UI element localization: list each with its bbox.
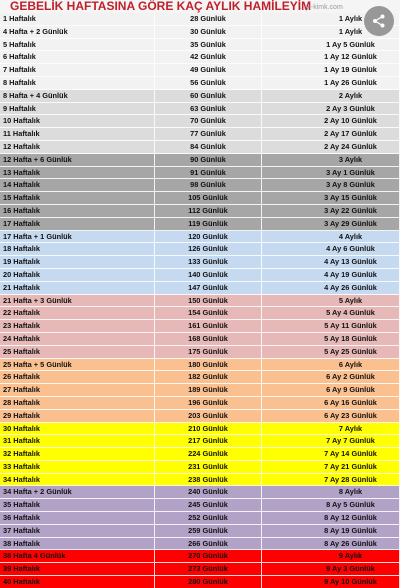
days-cell: 98 Günlük [155, 179, 262, 192]
days-cell: 30 Günlük [155, 26, 262, 39]
week-cell: 36 Haftalık [0, 512, 155, 525]
days-cell: 90 Günlük [155, 154, 262, 167]
week-cell: 29 Haftalık [0, 410, 155, 423]
months-cell: 7 Ay 28 Günlük [262, 474, 400, 487]
days-cell: 70 Günlük [155, 115, 262, 128]
months-cell: 3 Ay 29 Günlük [262, 218, 400, 231]
days-cell: 49 Günlük [155, 64, 262, 77]
table-row [0, 474, 400, 487]
months-cell: 4 Ay 19 Günlük [262, 269, 400, 282]
table-row [0, 128, 400, 141]
table-row [0, 282, 400, 295]
days-cell: 140 Günlük [155, 269, 262, 282]
months-cell: 4 Ay 26 Günlük [262, 282, 400, 295]
week-cell: 17 Haftalık [0, 218, 155, 231]
days-cell: 182 Günlük [155, 371, 262, 384]
days-cell: 133 Günlük [155, 256, 262, 269]
table-row [0, 435, 400, 448]
days-cell: 42 Günlük [155, 51, 262, 64]
months-cell: 1 Ay 26 Günlük [262, 77, 400, 90]
days-cell: 180 Günlük [155, 359, 262, 372]
week-cell: 21 Haftalık [0, 282, 155, 295]
days-cell: 126 Günlük [155, 243, 262, 256]
week-cell: 5 Haftalık [0, 39, 155, 52]
week-cell: 31 Haftalık [0, 435, 155, 448]
days-cell: 238 Günlük [155, 474, 262, 487]
months-cell: 6 Ay 9 Günlük [262, 384, 400, 397]
months-cell: 5 Aylık [262, 295, 400, 308]
months-cell: 6 Aylık [262, 359, 400, 372]
week-cell: 34 Hafta + 2 Günlük [0, 486, 155, 499]
week-cell: 34 Haftalık [0, 474, 155, 487]
week-cell: 33 Haftalık [0, 461, 155, 474]
days-cell: 120 Günlük [155, 231, 262, 244]
title-text: GEBELİK HAFTASINA GÖRE KAÇ AYLIK HAMİLEYİM [10, 0, 312, 13]
week-cell: 19 Haftalık [0, 256, 155, 269]
table-row [0, 192, 400, 205]
days-cell: 273 Günlük [155, 563, 262, 576]
week-cell: 12 Hafta + 6 Günlük [0, 154, 155, 167]
days-cell: 240 Günlük [155, 486, 262, 499]
days-cell: 84 Günlük [155, 141, 262, 154]
week-cell: 37 Haftalık [0, 525, 155, 538]
table-row [0, 179, 400, 192]
table-row [0, 410, 400, 423]
table-row [0, 576, 400, 588]
week-cell: 38 Hafta 4 Günlük [0, 550, 155, 563]
months-cell: 4 Ay 6 Günlük [262, 243, 400, 256]
week-cell: 25 Haftalık [0, 346, 155, 359]
table-row [0, 243, 400, 256]
months-cell: 5 Ay 18 Günlük [262, 333, 400, 346]
months-cell: 5 Ay 11 Günlük [262, 320, 400, 333]
page-title [0, 0, 400, 13]
table-row [0, 103, 400, 116]
table-row [0, 13, 400, 26]
week-cell: 20 Haftalık [0, 269, 155, 282]
table-row [0, 397, 400, 410]
table-row [0, 384, 400, 397]
months-cell: 3 Ay 1 Günlük [262, 167, 400, 180]
week-cell: 25 Hafta + 5 Günlük [0, 359, 155, 372]
week-cell: 23 Haftalık [0, 320, 155, 333]
table-row [0, 115, 400, 128]
table-row [0, 39, 400, 52]
table-row [0, 512, 400, 525]
week-cell: 27 Haftalık [0, 384, 155, 397]
days-cell: 154 Günlük [155, 307, 262, 320]
table-row [0, 371, 400, 384]
table-row [0, 231, 400, 244]
months-cell: 8 Ay 26 Günlük [262, 538, 400, 551]
months-cell: 7 Aylık [262, 423, 400, 436]
months-cell: 1 Aylık [262, 26, 400, 39]
months-cell: 6 Ay 23 Günlük [262, 410, 400, 423]
table-row [0, 461, 400, 474]
week-cell: 15 Haftalık [0, 192, 155, 205]
months-cell: 6 Ay 2 Günlük [262, 371, 400, 384]
months-cell: 9 Ay 10 Günlük [262, 576, 400, 588]
table-row [0, 448, 400, 461]
week-cell: 28 Haftalık [0, 397, 155, 410]
table-row [0, 141, 400, 154]
table-row [0, 346, 400, 359]
days-cell: 168 Günlük [155, 333, 262, 346]
week-cell: 1 Haftalık [0, 13, 155, 26]
table-row [0, 486, 400, 499]
months-cell: 9 Ay 3 Günlük [262, 563, 400, 576]
week-cell: 22 Haftalık [0, 307, 155, 320]
months-cell: 4 Ay 13 Günlük [262, 256, 400, 269]
week-cell: 12 Haftalık [0, 141, 155, 154]
week-cell: 18 Haftalık [0, 243, 155, 256]
days-cell: 35 Günlük [155, 39, 262, 52]
week-cell: 16 Haftalık [0, 205, 155, 218]
days-cell: 245 Günlük [155, 499, 262, 512]
months-cell: 8 Ay 19 Günlük [262, 525, 400, 538]
days-cell: 119 Günlük [155, 218, 262, 231]
table-row [0, 295, 400, 308]
week-cell: 6 Haftalık [0, 51, 155, 64]
week-cell: 8 Hafta + 4 Günlük [0, 90, 155, 103]
months-cell: 3 Ay 22 Günlük [262, 205, 400, 218]
week-cell: 13 Haftalık [0, 167, 155, 180]
days-cell: 270 Günlük [155, 550, 262, 563]
table-row [0, 359, 400, 372]
week-cell: 7 Haftalık [0, 64, 155, 77]
months-cell: 1 Ay 19 Günlük [262, 64, 400, 77]
months-cell: 2 Aylık [262, 90, 400, 103]
share-button[interactable] [364, 6, 394, 36]
days-cell: 63 Günlük [155, 103, 262, 116]
months-cell: 3 Ay 15 Günlük [262, 192, 400, 205]
months-cell: 4 Aylık [262, 231, 400, 244]
share-icon [372, 14, 386, 28]
days-cell: 231 Günlük [155, 461, 262, 474]
months-cell: 9 Aylık [262, 550, 400, 563]
days-cell: 91 Günlük [155, 167, 262, 180]
days-cell: 210 Günlük [155, 423, 262, 436]
table-row [0, 64, 400, 77]
months-cell: 8 Aylık [262, 486, 400, 499]
days-cell: 266 Günlük [155, 538, 262, 551]
days-cell: 203 Günlük [155, 410, 262, 423]
months-cell: 7 Ay 14 Günlük [262, 448, 400, 461]
days-cell: 196 Günlük [155, 397, 262, 410]
table-row [0, 51, 400, 64]
table-row [0, 333, 400, 346]
days-cell: 224 Günlük [155, 448, 262, 461]
table-row [0, 499, 400, 512]
months-cell: 6 Ay 16 Günlük [262, 397, 400, 410]
table-row [0, 154, 400, 167]
months-cell: 1 Ay 12 Günlük [262, 51, 400, 64]
table-row [0, 167, 400, 180]
week-cell: 39 Haftalık [0, 563, 155, 576]
months-cell: 7 Ay 7 Günlük [262, 435, 400, 448]
days-cell: 112 Günlük [155, 205, 262, 218]
table-row [0, 218, 400, 231]
week-cell: 17 Hafta + 1 Günlük [0, 231, 155, 244]
week-cell: 10 Haftalık [0, 115, 155, 128]
days-cell: 77 Günlük [155, 128, 262, 141]
watermark-text: ...yi-kimk.com [300, 4, 343, 11]
days-cell: 161 Günlük [155, 320, 262, 333]
table-row [0, 525, 400, 538]
week-cell: 35 Haftalık [0, 499, 155, 512]
table-row [0, 77, 400, 90]
table-row [0, 423, 400, 436]
table-row [0, 563, 400, 576]
days-cell: 217 Günlük [155, 435, 262, 448]
week-cell: 4 Hafta + 2 Günlük [0, 26, 155, 39]
table-row [0, 307, 400, 320]
week-cell: 38 Haftalık [0, 538, 155, 551]
days-cell: 175 Günlük [155, 346, 262, 359]
months-cell: 5 Ay 25 Günlük [262, 346, 400, 359]
months-cell: 8 Ay 5 Günlük [262, 499, 400, 512]
week-cell: 26 Haftalık [0, 371, 155, 384]
days-cell: 189 Günlük [155, 384, 262, 397]
table-row [0, 550, 400, 563]
days-cell: 252 Günlük [155, 512, 262, 525]
months-cell: 2 Ay 17 Günlük [262, 128, 400, 141]
table-row [0, 256, 400, 269]
months-cell: 1 Ay 5 Günlük [262, 39, 400, 52]
days-cell: 280 Günlük [155, 576, 262, 588]
pregnancy-table [0, 13, 400, 588]
days-cell: 105 Günlük [155, 192, 262, 205]
table-row [0, 320, 400, 333]
months-cell: 2 Ay 3 Günlük [262, 103, 400, 116]
days-cell: 150 Günlük [155, 295, 262, 308]
months-cell: 1 Aylık [262, 13, 400, 26]
months-cell: 2 Ay 24 Günlük [262, 141, 400, 154]
months-cell: 7 Ay 21 Günlük [262, 461, 400, 474]
table-row [0, 269, 400, 282]
week-cell: 24 Haftalık [0, 333, 155, 346]
week-cell: 11 Haftalık [0, 128, 155, 141]
table-row [0, 26, 400, 39]
week-cell: 30 Haftalık [0, 423, 155, 436]
week-cell: 9 Haftalık [0, 103, 155, 116]
months-cell: 3 Aylık [262, 154, 400, 167]
days-cell: 147 Günlük [155, 282, 262, 295]
week-cell: 8 Haftalık [0, 77, 155, 90]
days-cell: 60 Günlük [155, 90, 262, 103]
table-row [0, 205, 400, 218]
months-cell: 3 Ay 8 Günlük [262, 179, 400, 192]
week-cell: 14 Haftalık [0, 179, 155, 192]
months-cell: 2 Ay 10 Günlük [262, 115, 400, 128]
months-cell: 8 Ay 12 Günlük [262, 512, 400, 525]
days-cell: 28 Günlük [155, 13, 262, 26]
days-cell: 56 Günlük [155, 77, 262, 90]
week-cell: 32 Haftalık [0, 448, 155, 461]
table-row [0, 90, 400, 103]
week-cell: 40 Haftalık [0, 576, 155, 588]
table-row [0, 538, 400, 551]
days-cell: 259 Günlük [155, 525, 262, 538]
week-cell: 21 Hafta + 3 Günlük [0, 295, 155, 308]
months-cell: 5 Ay 4 Günlük [262, 307, 400, 320]
